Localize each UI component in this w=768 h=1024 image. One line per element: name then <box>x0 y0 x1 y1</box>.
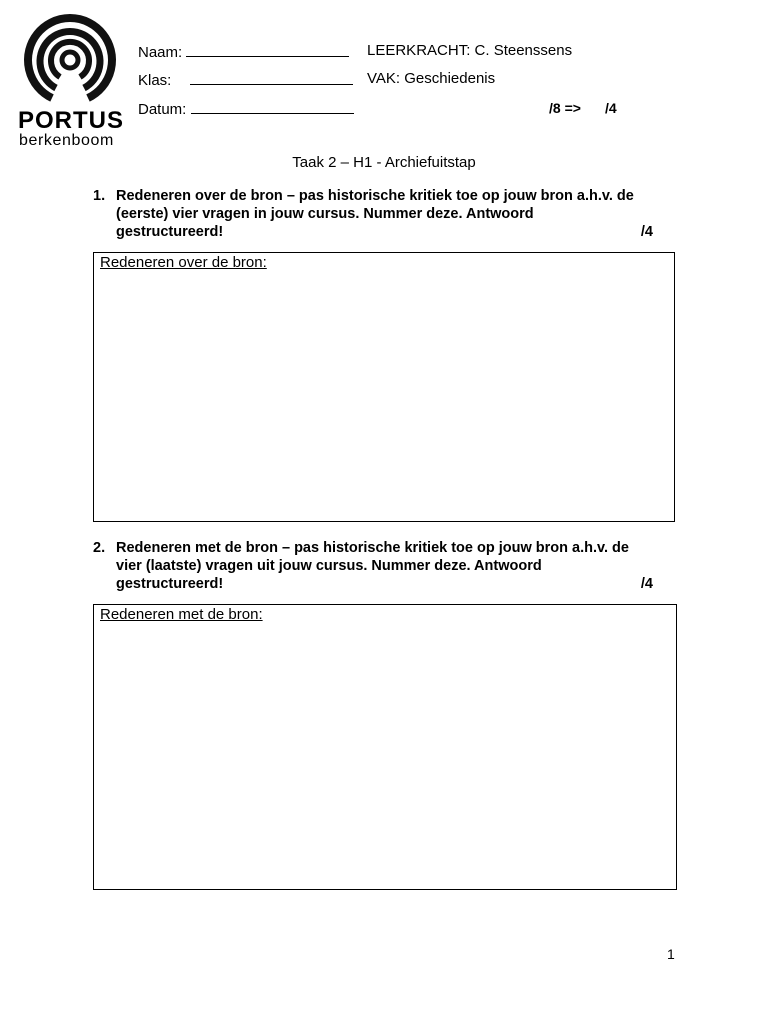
question-line: Redeneren met de bron – pas historische kritiek toe op jouw bron a.h.v. de <box>116 540 629 556</box>
question-number: 2. <box>93 540 106 556</box>
date-blank[interactable] <box>191 99 354 114</box>
date-label: Datum: <box>138 101 187 118</box>
score-final: /4 <box>605 100 617 116</box>
teacher-text: LEERKRACHT: C. Steenssens <box>367 42 573 59</box>
score-total: /8 => <box>549 100 581 116</box>
question-points: /4 <box>640 224 653 240</box>
name-blank[interactable] <box>186 42 349 57</box>
spiral-logo-icon <box>22 14 118 106</box>
question-line: gestructureerd! <box>116 576 224 592</box>
class-blank[interactable] <box>190 70 353 85</box>
date-field[interactable] <box>138 99 354 119</box>
page-title: Taak 2 – H1 - Archiefuitstap <box>292 154 476 171</box>
page-number: 1 <box>667 946 675 962</box>
answer-box-label: Redeneren met de bron: <box>100 606 263 623</box>
logo-wordmark: PORTUS <box>18 107 125 134</box>
question-text <box>116 539 666 593</box>
question-text <box>116 187 666 241</box>
question-points: /4 <box>640 576 653 592</box>
question-line: gestructureerd! <box>116 224 224 240</box>
question-line: vier (laatste) vragen uit jouw cursus. Nummer deze. Antwoord <box>116 558 542 574</box>
subject-text: VAK: Geschiedenis <box>367 70 496 87</box>
answer-box-label: Redeneren over de bron: <box>100 254 267 271</box>
answer-box-1[interactable] <box>93 252 675 522</box>
school-logo <box>18 14 124 148</box>
question-2 <box>93 539 663 595</box>
question-line: (eerste) vier vragen in jouw cursus. Nummer deze. Antwoord <box>116 206 534 222</box>
question-1 <box>93 187 663 243</box>
question-number: 1. <box>93 188 106 204</box>
logo-subtitle: berkenboom <box>19 132 114 149</box>
class-label: Klas: <box>138 72 172 89</box>
name-label: Naam: <box>138 44 183 61</box>
name-field[interactable] <box>138 42 349 62</box>
question-line: Redeneren over de bron – pas historische kritiek toe op jouw bron a.h.v. de <box>116 188 634 204</box>
answer-box-2[interactable] <box>93 604 677 890</box>
class-field[interactable] <box>138 70 353 90</box>
